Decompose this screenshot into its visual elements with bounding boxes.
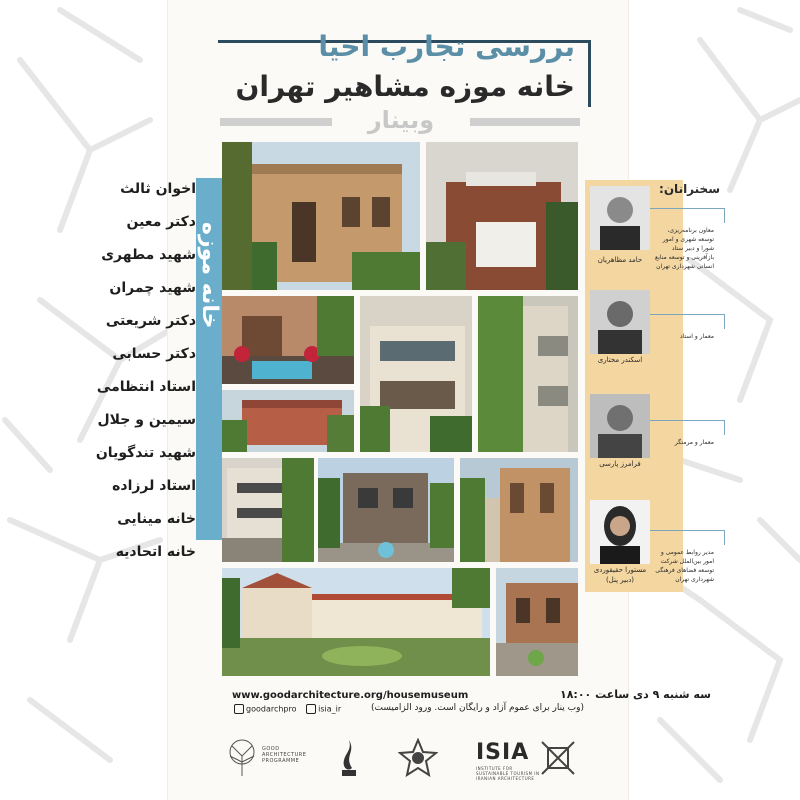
speakers-heading: سخنرانان:: [659, 182, 720, 196]
isia-logo-mark: [540, 740, 576, 780]
speaker-name: فرامرز پارسی: [599, 460, 641, 468]
speaker-photo: [590, 290, 650, 354]
instagram-handles: [232, 704, 341, 714]
pattern-icon: [540, 740, 576, 776]
house-photo: [318, 458, 454, 562]
speaker-desc: معمار و استاد: [679, 333, 714, 340]
speaker-subtitle: (دبیر پنل): [605, 576, 635, 584]
house-photo: [222, 390, 354, 452]
registration-note: (وب ینار برای عموم آزاد و رایگان است. ورود الزامیست): [371, 703, 584, 713]
speaker-photo: [590, 186, 650, 250]
webinar-bar-right: [470, 118, 580, 126]
house-photo: [222, 458, 314, 562]
webinar-label: وبینار: [367, 106, 435, 134]
good-architecture-text: GOOD ARCHITECTURE PROGRAMME: [262, 746, 307, 764]
event-datetime: سه شنبه ۹ دی ساعت ۱۸:۰۰: [560, 688, 711, 701]
house-photo: [426, 142, 578, 290]
good-architecture-logo: [222, 738, 262, 782]
list-item: خانه مینایی: [117, 511, 196, 527]
speaker-photo: [590, 500, 650, 564]
house-photo: [222, 296, 354, 384]
house-photo: [222, 568, 490, 676]
list-item: سیمین و جلال: [97, 412, 196, 428]
speaker-name: مستورا حقیقوردی: [593, 566, 647, 574]
webinar-bar-left: [220, 118, 332, 126]
speaker-connector: [650, 420, 725, 435]
speaker-connector: [650, 208, 725, 223]
speaker-connector: [650, 314, 725, 329]
partner-logo: [338, 738, 360, 782]
tree-icon: [222, 738, 262, 778]
speaker-desc: مدیر روابط عمومی و امور بین‌الملل شرکت توسعه فضاهای فرهنگی شهرداری تهران: [655, 549, 714, 583]
speaker-desc: معاون برنامه‌ریزی، توسعه شهری و امور شورا و دبیر ستاد بازآفرینی و توسعه منابع انسانی شهرداری تهران: [655, 227, 714, 270]
instagram-icon: [234, 704, 244, 714]
list-item: دکتر معین: [126, 214, 196, 230]
house-list: [76, 180, 196, 576]
star-emblem-icon: [398, 738, 438, 778]
isia-subtitle: INSTITUTE FOR SUSTAINABLE TOURISM IN IRANIAN ARCHITECTURE: [476, 766, 540, 781]
municipality-logo: [398, 738, 438, 782]
speaker-desc: معمار و مرمتگر: [674, 439, 714, 446]
list-item: شهید مطهری: [101, 247, 196, 263]
flame-icon: [338, 738, 360, 778]
house-photo: [360, 296, 472, 452]
list-item: شهید تندگویان: [95, 445, 196, 461]
house-photo: [460, 458, 578, 562]
isia-logo-text: ISIA: [476, 740, 530, 765]
list-item: اخوان ثالث: [120, 181, 196, 197]
list-item: خانه اتحادیه: [115, 544, 196, 560]
website-link[interactable]: www.goodarchitecture.org/housemuseum: [232, 690, 469, 701]
list-item: دکتر حسابی: [112, 346, 196, 362]
list-item: استاد انتظامی: [96, 379, 196, 395]
poster-title-line1: بررسی تجارب احیا: [318, 30, 575, 63]
speaker-name: اسکندر مختاری: [597, 356, 643, 364]
list-item: دکتر شریعتی: [105, 313, 196, 329]
side-label: خانه موزه: [197, 221, 222, 329]
house-photo: [478, 296, 578, 452]
house-photo: [222, 142, 420, 290]
list-item: شهید چمران: [109, 280, 196, 296]
instagram-icon: [306, 704, 316, 714]
speaker-name: حامد مظاهریان: [597, 256, 643, 264]
poster-title-line2: خانه موزه مشاهیر تهران: [235, 70, 575, 103]
speaker-connector: [650, 530, 725, 545]
speaker-photo: [590, 394, 650, 458]
list-item: استاد لرزاده: [112, 478, 196, 494]
instagram-handle[interactable]: goodarchpro: [246, 704, 297, 714]
house-photo: [496, 568, 578, 676]
instagram-handle[interactable]: isia_ir: [318, 704, 342, 714]
